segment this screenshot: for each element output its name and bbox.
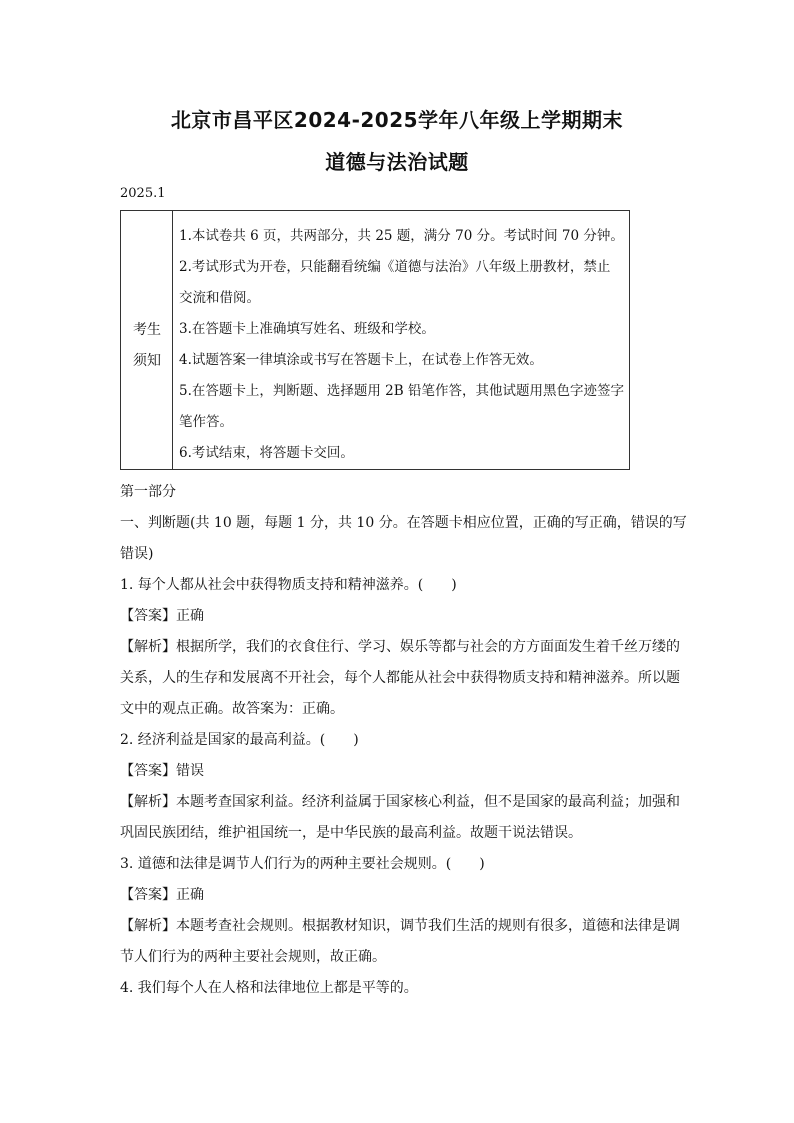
notice-row: 3.在答题卡上准确填写姓名、班级和学校。 xyxy=(179,321,435,337)
notice-row: 5.在答题卡上，判断题、选择题用 2B 铅笔作答，其他试题用黑色字迹签字 xyxy=(179,383,624,399)
analysis-1-line3: 文中的观点正确。故答案为：正确。 xyxy=(120,701,344,717)
candidate-notice-table xyxy=(120,210,630,470)
answer-1: 【答案】正确 xyxy=(120,608,204,624)
question-4: 4. 我们每个人在人格和法律地位上都是平等的。 xyxy=(120,980,418,996)
notice-label-line2: 须知 xyxy=(133,353,161,369)
exam-date: 2025.1 xyxy=(120,186,166,201)
analysis-1-line2: 关系，人的生存和发展离不开社会，每个人都能从社会中获得物质支持和精神滋养。所以题 xyxy=(120,670,680,686)
analysis-2-line1: 【解析】本题考查国家利益。经济利益属于国家核心利益，但不是国家的最高利益；加强和 xyxy=(120,794,680,810)
answer-3: 【答案】正确 xyxy=(120,887,204,903)
question-3: 3. 道德和法律是调节人们行为的两种主要社会规则。( ) xyxy=(120,856,485,872)
notice-row: 交流和借阅。 xyxy=(179,290,260,306)
notice-row: 笔作答。 xyxy=(179,414,233,430)
analysis-3-line2: 节人们行为的两种主要社会规则，故正确。 xyxy=(120,949,386,965)
notice-label-line1: 考生 xyxy=(133,322,161,338)
section-heading-line1: 一、判断题(共 10 题，每题 1 分，共 10 分。在答题卡相应位置，正确的写正确，错误的写 xyxy=(120,515,687,531)
page-title: 北京市昌平区2024-2025学年八年级上学期期末 xyxy=(170,108,624,132)
question-2: 2. 经济利益是国家的最高利益。( ) xyxy=(120,732,359,748)
notice-row: 2.考试形式为开卷，只能翻看统编《道德与法治》八年级上册教材，禁止 xyxy=(179,259,611,275)
page-subtitle: 道德与法治试题 xyxy=(325,150,469,174)
question-1: 1. 每个人都从社会中获得物质支持和精神滋养。( ) xyxy=(120,577,457,593)
analysis-1-line1: 【解析】根据所学，我们的衣食住行、学习、娱乐等都与社会的方方面面发生着千丝万缕的 xyxy=(120,639,680,655)
notice-row: 1.本试卷共 6 页，共两部分，共 25 题，满分 70 分。考试时间 70 分钟。 xyxy=(179,228,624,244)
part-heading: 第一部分 xyxy=(120,484,176,500)
analysis-2-line2: 巩固民族团结，维护祖国统一，是中华民族的最高利益。故题干说法错误。 xyxy=(120,825,582,841)
answer-2: 【答案】错误 xyxy=(120,763,204,779)
notice-row: 4.试题答案一律填涂或书写在答题卡上，在试卷上作答无效。 xyxy=(179,352,543,368)
notice-row: 6.考试结束，将答题卡交回。 xyxy=(179,445,354,461)
notice-items xyxy=(179,221,624,469)
notice-label-cell xyxy=(121,211,173,469)
analysis-3-line1: 【解析】本题考查社会规则。根据教材知识，调节我们生活的规则有很多，道德和法律是调 xyxy=(120,918,680,934)
section-heading-line2: 错误) xyxy=(120,546,154,562)
